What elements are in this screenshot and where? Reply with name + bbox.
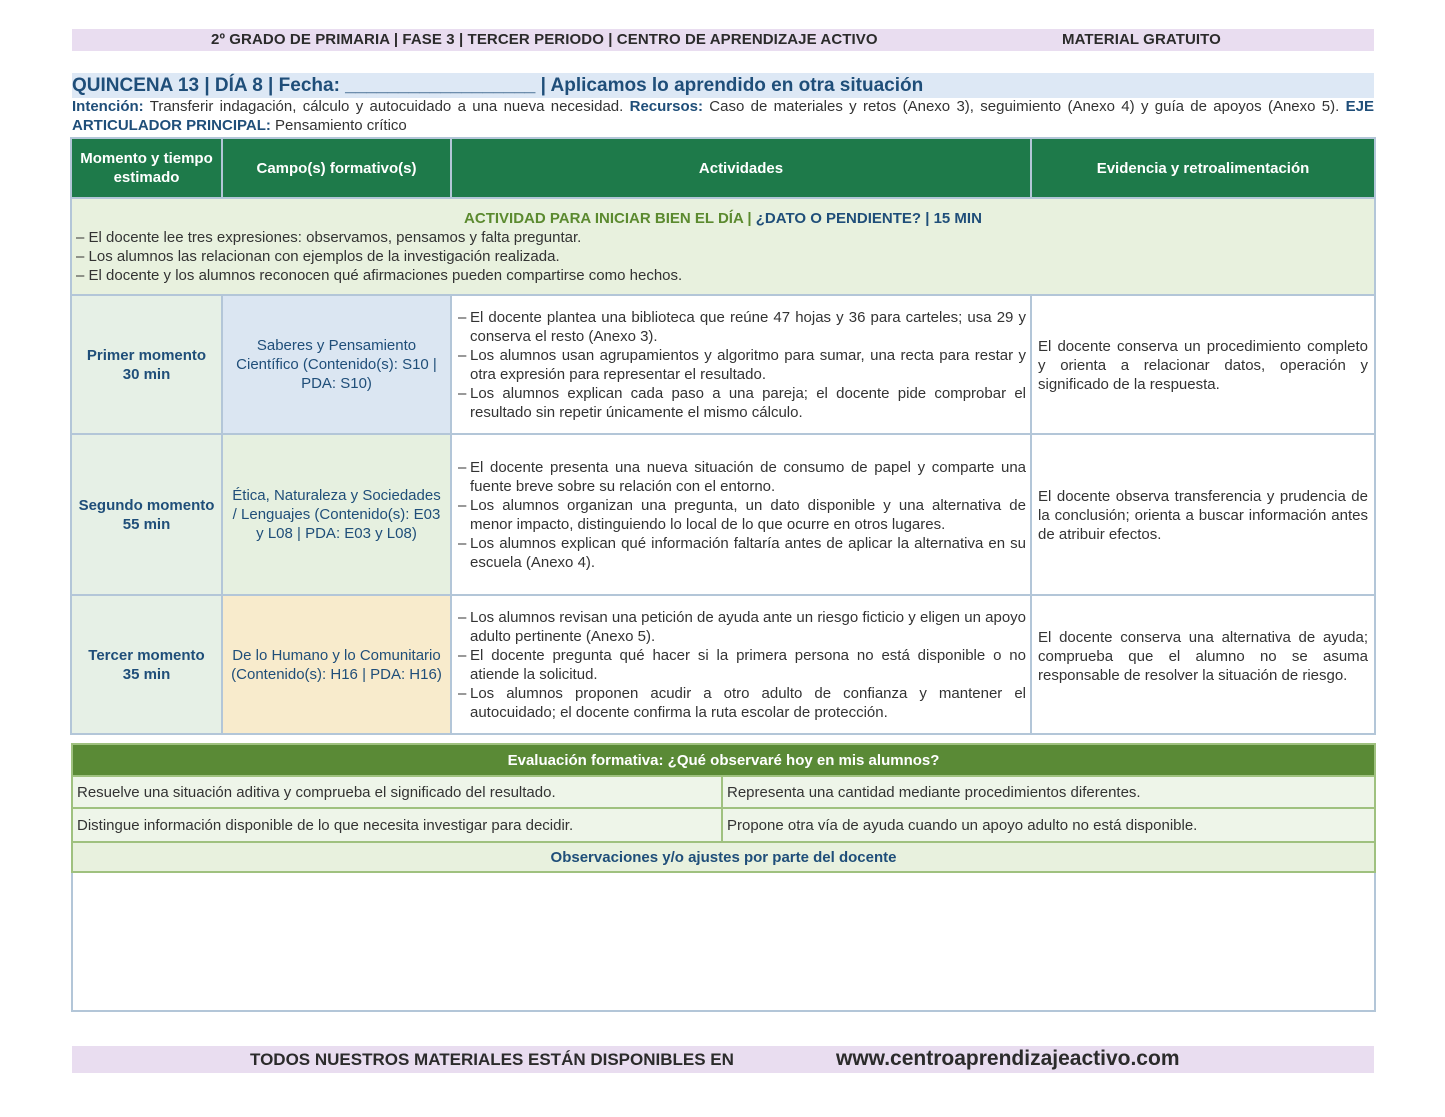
intent-paragraph — [72, 97, 1374, 135]
activity-item: – El docente pregunta qué hacer si la primera persona no está disponible o no atiende la solicitud. — [456, 646, 1026, 684]
axis-text: Pensamiento crítico — [270, 117, 407, 134]
start-activity-cell — [71, 198, 1375, 295]
evaluation-item: Resuelve una situación aditiva y comprueba el significado del resultado. — [72, 776, 722, 808]
plan-header-row — [71, 138, 1375, 198]
moment-cell — [71, 295, 222, 434]
evidence-cell — [1031, 434, 1375, 595]
activity-item: – Los alumnos organizan una pregunta, un dato disponible y una alternativa de menor impacto, distinguiendo lo local de lo que ocurre en otros lugares. — [456, 496, 1026, 534]
observations-area[interactable] — [72, 872, 1375, 1011]
activities-cell — [451, 295, 1031, 434]
activity-item: – El docente presenta una nueva situación de consumo de papel y comparte una fuente breve sobre su relación con el entorno. — [456, 458, 1026, 496]
table-row — [71, 434, 1375, 595]
header-bar — [72, 29, 1374, 51]
intent-text: Transferir indagación, cálculo y autocuidado a una nueva necesidad. — [143, 98, 630, 115]
evidence-text: El docente observa transferencia y prudencia de la conclusión; orienta a buscar información antes de atribuir efectos. — [1038, 488, 1368, 543]
header-grade-info: 2º GRADO DE PRIMARIA | FASE 3 | TERCER PERIODO | CENTRO DE APRENDIZAJE ACTIVO — [211, 31, 878, 48]
moment-name: Primer momento — [86, 346, 207, 364]
start-activity-title — [72, 209, 1374, 228]
evidence-text: El docente conserva una alternativa de ayuda; comprueba que el alumno no se asuma responsable de resolver la situación de riesgo. — [1038, 629, 1368, 684]
moment-name: Tercer momento — [88, 646, 205, 664]
evidence-cell — [1031, 595, 1375, 734]
start-activity-row — [71, 198, 1375, 295]
moment-time: 55 min — [122, 515, 171, 533]
evaluation-title: Evaluación formativa: ¿Qué observaré hoy en mis alumnos? — [72, 744, 1375, 776]
start-title-blue: ¿DATO O PENDIENTE? | 15 MIN — [755, 210, 982, 227]
intent-label: Intención: — [72, 98, 144, 115]
resources-label: Recursos: — [629, 98, 703, 115]
activity-item: – Los alumnos explican cada paso a una pareja; el docente pide comprobar el resultado sin repetir únicamente el mismo cálculo. — [456, 384, 1026, 422]
resources-text: Caso de materiales y retos (Anexo 3), seguimiento (Anexo 4) y guía de apoyos (Anexo 5). — [702, 98, 1346, 115]
moment-cell — [71, 595, 222, 734]
evaluation-table — [71, 743, 1376, 1012]
start-activity-list — [72, 228, 1374, 285]
header-moment: Momento y tiempo estimado — [71, 138, 222, 198]
table-row — [71, 295, 1375, 434]
evidence-text: El docente conserva un procedimiento completo y orienta a relacionar datos, operación y significado de la respuesta. — [1038, 338, 1368, 393]
footer-url-link[interactable]: www.centroaprendizajeactivo.com — [836, 1047, 1180, 1070]
evaluation-item: Propone otra vía de ayuda cuando un apoyo adulto no está disponible. — [722, 808, 1375, 842]
activities-cell — [451, 595, 1031, 734]
campo-cell: De lo Humano y lo Comunitario (Contenido(s): H16 | PDA: H16) — [222, 595, 451, 734]
start-title-green: ACTIVIDAD PARA INICIAR BIEN EL DÍA | — [464, 210, 756, 227]
evaluation-item: Distingue información disponible de lo que necesita investigar para decidir. — [72, 808, 722, 842]
moment-name: Segundo momento — [78, 496, 215, 514]
campo-cell: Saberes y Pensamiento Científico (Contenido(s): S10 | PDA: S10) — [222, 295, 451, 434]
list-item: – Los alumnos las relacionan con ejemplos de la investigación realizada. — [76, 248, 560, 265]
plan-table — [70, 137, 1376, 735]
list-item: – El docente lee tres expresiones: observamos, pensamos y falta preguntar. — [76, 229, 582, 246]
header-activities: Actividades — [451, 138, 1031, 198]
table-row — [71, 595, 1375, 734]
header-campo: Campo(s) formativo(s) — [222, 138, 451, 198]
page-title: QUINCENA 13 | DÍA 8 | Fecha: __________________ | Aplicamos lo aprendido en otra situación — [72, 73, 1374, 98]
moment-time: 30 min — [122, 365, 171, 383]
activity-item: – Los alumnos proponen acudir a otro adulto de confianza y mantener el autocuidado; el docente confirma la ruta escolar de protección. — [456, 684, 1026, 722]
activity-item: – Los alumnos explican qué información faltaría antes de aplicar la alternativa en su escuela (Anexo 4). — [456, 534, 1026, 572]
activity-item: – Los alumnos usan agrupamientos y algoritmo para sumar, una recta para restar y otra expresión para representar el resultado. — [456, 346, 1026, 384]
moment-cell — [71, 434, 222, 595]
evidence-cell — [1031, 295, 1375, 434]
campo-cell: Ética, Naturaleza y Sociedades / Lenguajes (Contenido(s): E03 y L08 | PDA: E03 y L08) — [222, 434, 451, 595]
activity-item: – El docente plantea una biblioteca que reúne 47 hojas y 36 para carteles; usa 29 y conserva el resto (Anexo 3). — [456, 308, 1026, 346]
activities-cell — [451, 434, 1031, 595]
observations-title: Observaciones y/o ajustes por parte del docente — [72, 842, 1375, 872]
moment-time: 35 min — [122, 665, 171, 683]
header-free-material: MATERIAL GRATUITO — [1062, 31, 1221, 48]
activity-item: – Los alumnos revisan una petición de ayuda ante un riesgo ficticio y eligen un apoyo adulto pertinente (Anexo 5). — [456, 608, 1026, 646]
header-evidence: Evidencia y retroalimentación — [1031, 138, 1375, 198]
evaluation-item: Representa una cantidad mediante procedimientos diferentes. — [722, 776, 1375, 808]
footer-text: TODOS NUESTROS MATERIALES ESTÁN DISPONIBLES EN — [250, 1050, 734, 1069]
footer-bar — [72, 1046, 1374, 1073]
axis-label: EJE ARTICULADOR PRINCIPAL: — [72, 98, 1374, 134]
list-item: – El docente y los alumnos reconocen qué afirmaciones pueden compartirse como hechos. — [76, 267, 683, 284]
